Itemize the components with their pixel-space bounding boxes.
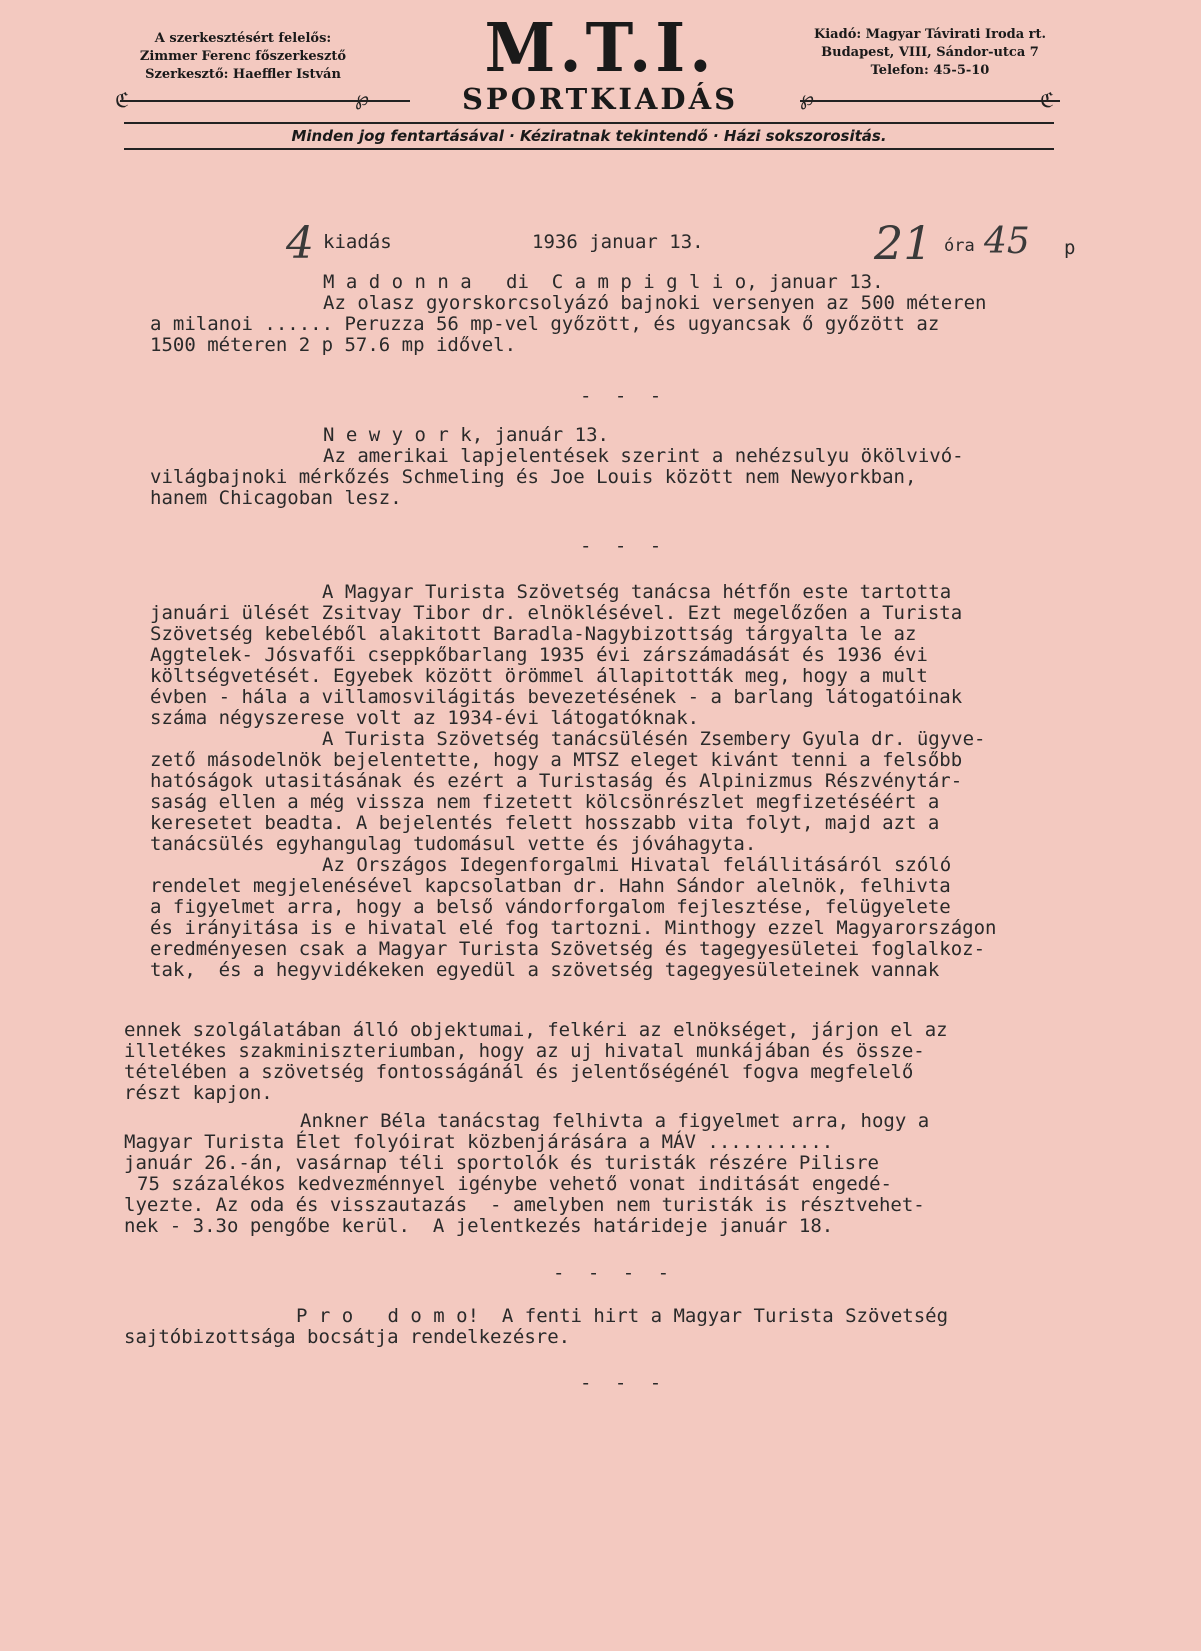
item-line: 75 százalékos kedvezménnyel igénybe vehető vonat inditását engedé- — [137, 1173, 892, 1195]
separator: - - - — [580, 385, 668, 407]
item-line: január 26.-án, vasárnap téli sportolók és turisták részére Pilisre — [124, 1152, 879, 1174]
item-line: a figyelmet arra, hogy a belső vándorforgalom fejlesztése, felügyelete — [150, 896, 951, 918]
item-line: tételében a szövetség fontosságánál és jelentőségénél fogva megfelelő — [124, 1061, 914, 1083]
item-line: Az olasz gyorskorcsolyázó bajnoki versenyen az 500 méteren — [323, 292, 987, 314]
item-line: Az Országos Idegenforgalmi Hivatal felállitásáról szóló — [322, 854, 952, 876]
item-line: Aggtelek- Jósvafői cseppkőbarlang 1935 évi zárszámadását és 1936 évi — [150, 644, 928, 666]
item-line: tak, és a hegyvidékeken egyedül a szövetség tagegyesületeinek vannak — [150, 959, 940, 981]
item-line: A Turista Szövetség tanácsülésén Zsembery Gyula dr. ügyve- — [322, 728, 986, 750]
item-line: eredményesen csak a Magyar Turista Szövetség és tagegyesületei foglalkoz- — [150, 938, 986, 960]
release-hour: 21 — [874, 216, 933, 270]
release-minute: 45 — [984, 221, 1030, 262]
publisher-line: Telefon: 45-5-10 — [870, 63, 990, 78]
scroll-ornament-icon: ℭ — [1040, 88, 1055, 112]
item-line: évben - hála a villamosvilágitás bevezetésének - a barlang látogatóinak — [150, 686, 963, 708]
edition-word: kiadás — [323, 231, 392, 253]
item-line: lyezte. Az oda és visszautazás - amelyben nem turisták is résztvehet- — [124, 1194, 925, 1216]
item-line: és irányitása is e hivatal elé fog tartozni. Minthogy ezzel Magyarországon — [150, 917, 997, 939]
minute-word: p — [1064, 237, 1076, 259]
item-line: 1500 méteren 2 p 57.6 mp idővel. — [150, 334, 517, 356]
scroll-ornament-icon: ℭ — [115, 88, 130, 112]
item-line: hatóságok utasitásának és ezért a Turistaság és Alpinizmus Részvénytár- — [150, 770, 963, 792]
item-line: hanem Chicagoban lesz. — [150, 487, 402, 509]
item-line: januári ülését Zsitvay Tibor dr. elnöklésével. Ezt megelőzően a Turista — [150, 602, 963, 624]
item-line: illetékes szakminiszteriumban, hogy az uj hivatal munkájában és össze- — [124, 1040, 925, 1062]
editor-line: Zimmer Ferenc főszerkesztő — [139, 49, 347, 64]
separator: - - - — [580, 1372, 668, 1394]
item-line: Magyar Turista Élet folyóirat közbenjárására a MÁV ........... — [124, 1131, 834, 1153]
sportkiadas-banner: SPORTKIADÁS — [461, 82, 739, 116]
item-line: M a d o n n a di C a m p i g l i o, januar 13. — [323, 271, 884, 293]
publisher-info — [795, 26, 1065, 80]
item-line: költségvetését. Egyebek között örömmel állapitották meg, hogy a mult — [150, 665, 928, 687]
item-line: P r o d o m o! A fenti hirt a Magyar Turista Szövetség — [296, 1305, 949, 1327]
item-line: részt kapjon. — [124, 1082, 273, 1104]
item-line: Szövetség kebeléből alakitott Baradla-Nagybizottság tárgyalta le az — [150, 623, 917, 645]
hour-word: óra — [944, 236, 975, 256]
item-line: ennek szolgálatában álló objektumai, felkéri az elnökséget, járjon el az — [124, 1019, 948, 1041]
item-line: Az amerikai lapjelentések szerint a nehézsulyu ökölvivó- — [323, 445, 964, 467]
publisher-line: Kiadó: Magyar Távirati Iroda rt. — [813, 27, 1047, 42]
separator: - - - — [580, 535, 668, 557]
item-line: száma négyszerese volt az 1934-évi látogatóknak. — [150, 707, 700, 729]
edition-number: 4 — [286, 218, 314, 269]
ornament-line-right — [800, 100, 1060, 102]
item-line: sajtóbizottsága bocsátja rendelkezésre. — [124, 1326, 571, 1348]
item-line: világbajnoki mérkőzés Schmeling és Joe Louis között nem Newyorkban, — [150, 466, 917, 488]
item-line: saság ellen a még vissza nem fizetett kölcsönrészlet megfizetéséért a — [150, 791, 940, 813]
item-line: rendelet megjelenésével kapcsolatban dr. Hahn Sándor alelnök, felhivta — [150, 875, 951, 897]
item-line: keresetet beadta. A bejelentés felett hosszabb vita folyt, majd azt a — [150, 812, 940, 834]
header-rule-top — [124, 122, 1054, 124]
header-rule-bottom — [124, 148, 1054, 150]
item-line: zető másodelnök bejelentette, hogy a MTSZ eleget kivánt tenni a felsőbb — [150, 749, 963, 771]
scroll-ornament-icon: ℘ — [355, 86, 369, 110]
item-line: nek - 3.3o pengőbe kerül. A jelentkezés határideje január 18. — [124, 1215, 834, 1237]
item-line: a milanoi ...... Peruzza 56 mp-vel győzött, és ugyancsak ő győzött az — [150, 313, 940, 335]
separator: - - - - — [553, 1262, 676, 1284]
editor-line: A szerkesztésért felelős: — [154, 31, 332, 46]
editor-line: Szerkesztő: Haeffler István — [145, 67, 341, 82]
publisher-line: Budapest, VIII, Sándor-utca 7 — [821, 45, 1039, 60]
item-line: tanácsülés egyhangulag tudomásul vette és jóváhagyta. — [150, 833, 757, 855]
item-line: Ankner Béla tanácstag felhivta a figyelmet arra, hogy a — [300, 1110, 930, 1132]
release-date: 1936 januar 13. — [532, 231, 704, 253]
item-line: A Magyar Turista Szövetség tanácsa hétfőn este tartotta — [322, 581, 952, 603]
editor-info — [118, 30, 368, 84]
scroll-ornament-icon: ℘ — [800, 86, 814, 110]
item-line: N e w y o r k, január 13. — [323, 424, 609, 446]
mti-logo: M.T.I. — [484, 9, 716, 88]
rights-notice: Minden jog fentartásával · Kéziratnak tekintendő · Házi sokszorositás. — [291, 127, 887, 145]
